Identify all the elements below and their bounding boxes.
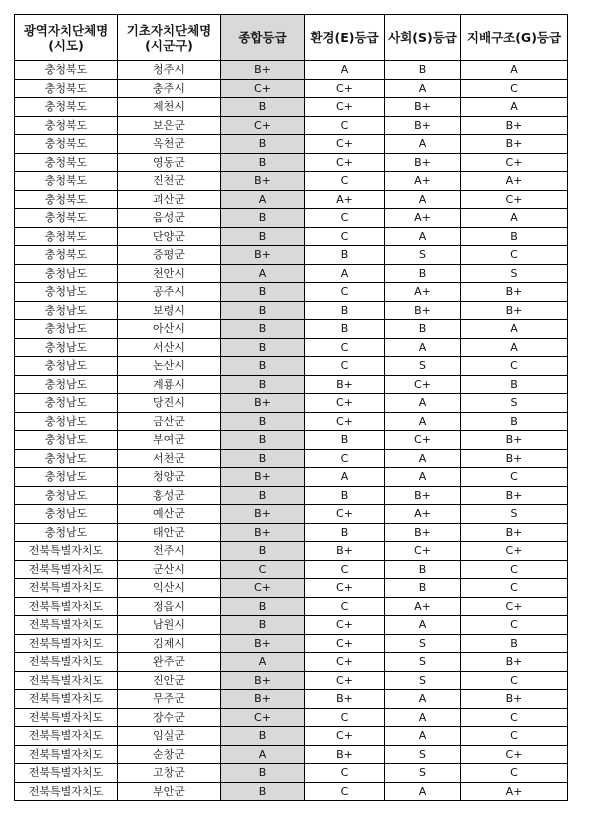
province-cell: 충청남도 <box>15 505 118 524</box>
environment-grade-cell: C <box>305 560 385 579</box>
municipality-cell: 순창군 <box>118 745 221 764</box>
overall-grade-cell: C+ <box>221 116 305 135</box>
overall-grade-cell: B <box>221 542 305 561</box>
table-row <box>15 486 568 505</box>
environment-grade-cell: C+ <box>305 412 385 431</box>
governance-grade-cell: C <box>461 671 568 690</box>
municipality-cell: 임실군 <box>118 727 221 746</box>
municipality-cell: 옥천군 <box>118 135 221 154</box>
province-cell: 충청북도 <box>15 209 118 228</box>
province-cell: 전북특별자치도 <box>15 745 118 764</box>
municipality-cell: 아산시 <box>118 320 221 339</box>
overall-grade-cell: B+ <box>221 671 305 690</box>
social-grade-cell: B <box>385 320 461 339</box>
governance-grade-cell: B+ <box>461 653 568 672</box>
environment-grade-cell: B+ <box>305 745 385 764</box>
province-cell: 충청남도 <box>15 283 118 302</box>
municipality-cell: 계룡시 <box>118 375 221 394</box>
social-grade-cell: S <box>385 357 461 376</box>
municipality-cell: 무주군 <box>118 690 221 709</box>
table-row <box>15 727 568 746</box>
environment-grade-cell: B <box>305 431 385 450</box>
province-cell: 전북특별자치도 <box>15 782 118 801</box>
overall-grade-cell: B <box>221 449 305 468</box>
province-cell: 충청남도 <box>15 375 118 394</box>
environment-grade-cell: C+ <box>305 394 385 413</box>
environment-grade-cell: C <box>305 209 385 228</box>
municipality-cell: 진안군 <box>118 671 221 690</box>
environment-grade-cell: C+ <box>305 135 385 154</box>
table-row <box>15 671 568 690</box>
province-cell: 충청남도 <box>15 357 118 376</box>
social-grade-cell: S <box>385 246 461 265</box>
table-row <box>15 190 568 209</box>
overall-grade-cell: B <box>221 782 305 801</box>
province-cell: 충청남도 <box>15 486 118 505</box>
environment-grade-cell: B <box>305 523 385 542</box>
overall-grade-cell: B <box>221 301 305 320</box>
province-cell: 충청남도 <box>15 301 118 320</box>
governance-grade-cell: B <box>461 375 568 394</box>
environment-grade-cell: C+ <box>305 98 385 117</box>
table-row <box>15 431 568 450</box>
social-grade-cell: A <box>385 190 461 209</box>
environment-grade-cell: C+ <box>305 616 385 635</box>
overall-grade-cell: B <box>221 431 305 450</box>
overall-grade-cell: B <box>221 616 305 635</box>
municipality-cell: 부여군 <box>118 431 221 450</box>
environment-grade-cell: C+ <box>305 505 385 524</box>
social-grade-cell: B+ <box>385 486 461 505</box>
social-grade-cell: B <box>385 264 461 283</box>
province-cell: 충청남도 <box>15 394 118 413</box>
governance-grade-cell: S <box>461 264 568 283</box>
overall-grade-cell: B+ <box>221 246 305 265</box>
province-cell: 충청북도 <box>15 116 118 135</box>
overall-grade-cell: B <box>221 153 305 172</box>
overall-grade-cell: B <box>221 486 305 505</box>
table-row <box>15 338 568 357</box>
governance-grade-cell: B+ <box>461 135 568 154</box>
grades-table-container <box>14 14 568 801</box>
environment-grade-cell: B <box>305 486 385 505</box>
province-cell: 충청남도 <box>15 320 118 339</box>
overall-grade-cell: B+ <box>221 394 305 413</box>
table-body <box>15 61 568 801</box>
province-cell: 전북특별자치도 <box>15 597 118 616</box>
social-grade-cell: A <box>385 782 461 801</box>
governance-grade-cell: C+ <box>461 745 568 764</box>
municipality-cell: 당진시 <box>118 394 221 413</box>
social-grade-cell: C+ <box>385 431 461 450</box>
province-cell: 충청남도 <box>15 523 118 542</box>
province-cell: 전북특별자치도 <box>15 727 118 746</box>
environment-grade-cell: A <box>305 61 385 80</box>
province-cell: 전북특별자치도 <box>15 634 118 653</box>
header-environment-grade: 환경(E)등급 <box>305 15 385 61</box>
municipality-cell: 제천시 <box>118 98 221 117</box>
municipality-cell: 충주시 <box>118 79 221 98</box>
header-municipality <box>118 15 221 61</box>
social-grade-cell: A <box>385 135 461 154</box>
table-row <box>15 246 568 265</box>
social-grade-cell: A <box>385 616 461 635</box>
municipality-cell: 익산시 <box>118 579 221 598</box>
table-row <box>15 468 568 487</box>
header-social-grade: 사회(S)등급 <box>385 15 461 61</box>
social-grade-cell: B+ <box>385 153 461 172</box>
governance-grade-cell: B+ <box>461 301 568 320</box>
environment-grade-cell: C <box>305 708 385 727</box>
governance-grade-cell: A <box>461 61 568 80</box>
social-grade-cell: A+ <box>385 597 461 616</box>
table-row <box>15 690 568 709</box>
social-grade-cell: C+ <box>385 375 461 394</box>
municipality-cell: 증평군 <box>118 246 221 265</box>
environment-grade-cell: C+ <box>305 579 385 598</box>
esg-grades-table <box>14 14 568 801</box>
overall-grade-cell: A <box>221 190 305 209</box>
governance-grade-cell: B+ <box>461 431 568 450</box>
overall-grade-cell: A <box>221 745 305 764</box>
environment-grade-cell: A <box>305 468 385 487</box>
municipality-cell: 서산시 <box>118 338 221 357</box>
province-cell: 충청북도 <box>15 227 118 246</box>
overall-grade-cell: B+ <box>221 523 305 542</box>
environment-grade-cell: C <box>305 227 385 246</box>
overall-grade-cell: B <box>221 209 305 228</box>
table-row <box>15 782 568 801</box>
overall-grade-cell: B <box>221 98 305 117</box>
province-cell: 전북특별자치도 <box>15 653 118 672</box>
environment-grade-cell: B+ <box>305 690 385 709</box>
environment-grade-cell: C <box>305 764 385 783</box>
table-row <box>15 745 568 764</box>
environment-grade-cell: C <box>305 283 385 302</box>
province-cell: 충청북도 <box>15 61 118 80</box>
governance-grade-cell: B+ <box>461 690 568 709</box>
environment-grade-cell: B <box>305 320 385 339</box>
header-municipality-line1: 기초자치단체명 <box>126 22 212 38</box>
environment-grade-cell: C <box>305 172 385 191</box>
environment-grade-cell: B+ <box>305 375 385 394</box>
governance-grade-cell: B+ <box>461 523 568 542</box>
social-grade-cell: A <box>385 727 461 746</box>
province-cell: 전북특별자치도 <box>15 671 118 690</box>
table-row <box>15 449 568 468</box>
social-grade-cell: A <box>385 449 461 468</box>
municipality-cell: 영동군 <box>118 153 221 172</box>
province-cell: 전북특별자치도 <box>15 616 118 635</box>
province-cell: 충청남도 <box>15 431 118 450</box>
overall-grade-cell: B <box>221 227 305 246</box>
social-grade-cell: B+ <box>385 98 461 117</box>
governance-grade-cell: C+ <box>461 597 568 616</box>
social-grade-cell: A <box>385 338 461 357</box>
overall-grade-cell: B <box>221 135 305 154</box>
governance-grade-cell: C <box>461 727 568 746</box>
environment-grade-cell: C <box>305 597 385 616</box>
table-row <box>15 542 568 561</box>
table-row <box>15 172 568 191</box>
social-grade-cell: B <box>385 579 461 598</box>
social-grade-cell: A+ <box>385 209 461 228</box>
province-cell: 전북특별자치도 <box>15 542 118 561</box>
table-row <box>15 375 568 394</box>
social-grade-cell: A <box>385 79 461 98</box>
governance-grade-cell: B+ <box>461 283 568 302</box>
municipality-cell: 논산시 <box>118 357 221 376</box>
header-governance-grade: 지배구조(G)등급 <box>461 15 568 61</box>
province-cell: 충청북도 <box>15 98 118 117</box>
social-grade-cell: B+ <box>385 116 461 135</box>
province-cell: 충청북도 <box>15 190 118 209</box>
environment-grade-cell: C <box>305 782 385 801</box>
social-grade-cell: A <box>385 468 461 487</box>
table-row <box>15 597 568 616</box>
social-grade-cell: B <box>385 61 461 80</box>
governance-grade-cell: B+ <box>461 116 568 135</box>
municipality-cell: 보령시 <box>118 301 221 320</box>
social-grade-cell: B+ <box>385 301 461 320</box>
overall-grade-cell: B <box>221 320 305 339</box>
province-cell: 충청북도 <box>15 79 118 98</box>
environment-grade-cell: C <box>305 116 385 135</box>
table-row <box>15 61 568 80</box>
overall-grade-cell: B <box>221 597 305 616</box>
table-row <box>15 764 568 783</box>
social-grade-cell: S <box>385 764 461 783</box>
social-grade-cell: S <box>385 671 461 690</box>
header-province <box>15 15 118 61</box>
governance-grade-cell: C+ <box>461 190 568 209</box>
table-row <box>15 634 568 653</box>
table-row <box>15 116 568 135</box>
municipality-cell: 음성군 <box>118 209 221 228</box>
social-grade-cell: C+ <box>385 542 461 561</box>
table-row <box>15 79 568 98</box>
governance-grade-cell: A <box>461 98 568 117</box>
table-row <box>15 708 568 727</box>
social-grade-cell: A+ <box>385 505 461 524</box>
municipality-cell: 예산군 <box>118 505 221 524</box>
environment-grade-cell: C+ <box>305 671 385 690</box>
municipality-cell: 천안시 <box>118 264 221 283</box>
province-cell: 전북특별자치도 <box>15 708 118 727</box>
social-grade-cell: A+ <box>385 172 461 191</box>
environment-grade-cell: C <box>305 357 385 376</box>
overall-grade-cell: C+ <box>221 579 305 598</box>
province-cell: 충청남도 <box>15 264 118 283</box>
province-cell: 충청남도 <box>15 449 118 468</box>
social-grade-cell: B+ <box>385 523 461 542</box>
municipality-cell: 청양군 <box>118 468 221 487</box>
municipality-cell: 부안군 <box>118 782 221 801</box>
municipality-cell: 청주시 <box>118 61 221 80</box>
governance-grade-cell: C <box>461 468 568 487</box>
table-row <box>15 653 568 672</box>
municipality-cell: 정읍시 <box>118 597 221 616</box>
overall-grade-cell: C+ <box>221 79 305 98</box>
governance-grade-cell: C <box>461 79 568 98</box>
table-row <box>15 283 568 302</box>
governance-grade-cell: C <box>461 764 568 783</box>
overall-grade-cell: B <box>221 727 305 746</box>
environment-grade-cell: C+ <box>305 653 385 672</box>
environment-grade-cell: C <box>305 449 385 468</box>
overall-grade-cell: B <box>221 375 305 394</box>
overall-grade-cell: B+ <box>221 468 305 487</box>
table-row <box>15 394 568 413</box>
governance-grade-cell: C <box>461 246 568 265</box>
municipality-cell: 김제시 <box>118 634 221 653</box>
governance-grade-cell: C <box>461 708 568 727</box>
header-province-line1: 광역자치단체명 <box>23 22 109 38</box>
header-row <box>15 15 568 61</box>
governance-grade-cell: S <box>461 505 568 524</box>
overall-grade-cell: B <box>221 338 305 357</box>
table-row <box>15 505 568 524</box>
table-row <box>15 579 568 598</box>
municipality-cell: 장수군 <box>118 708 221 727</box>
province-cell: 충청북도 <box>15 135 118 154</box>
social-grade-cell: A+ <box>385 283 461 302</box>
table-row <box>15 320 568 339</box>
governance-grade-cell: A <box>461 320 568 339</box>
overall-grade-cell: C+ <box>221 708 305 727</box>
table-row <box>15 209 568 228</box>
governance-grade-cell: A <box>461 209 568 228</box>
province-cell: 충청북도 <box>15 172 118 191</box>
municipality-cell: 태안군 <box>118 523 221 542</box>
environment-grade-cell: C <box>305 338 385 357</box>
social-grade-cell: A <box>385 227 461 246</box>
governance-grade-cell: C <box>461 560 568 579</box>
governance-grade-cell: C <box>461 579 568 598</box>
overall-grade-cell: A <box>221 653 305 672</box>
municipality-cell: 고창군 <box>118 764 221 783</box>
governance-grade-cell: S <box>461 394 568 413</box>
social-grade-cell: B <box>385 560 461 579</box>
municipality-cell: 서천군 <box>118 449 221 468</box>
governance-grade-cell: B <box>461 227 568 246</box>
social-grade-cell: A <box>385 412 461 431</box>
social-grade-cell: S <box>385 634 461 653</box>
header-province-line2: (시도) <box>48 37 84 53</box>
governance-grade-cell: A <box>461 338 568 357</box>
overall-grade-cell: C <box>221 560 305 579</box>
table-row <box>15 523 568 542</box>
overall-grade-cell: B <box>221 412 305 431</box>
social-grade-cell: A <box>385 708 461 727</box>
table-row <box>15 301 568 320</box>
municipality-cell: 남원시 <box>118 616 221 635</box>
table-row <box>15 412 568 431</box>
governance-grade-cell: B+ <box>461 449 568 468</box>
environment-grade-cell: B <box>305 301 385 320</box>
province-cell: 충청남도 <box>15 412 118 431</box>
environment-grade-cell: C+ <box>305 153 385 172</box>
environment-grade-cell: B <box>305 246 385 265</box>
overall-grade-cell: B <box>221 283 305 302</box>
province-cell: 전북특별자치도 <box>15 764 118 783</box>
overall-grade-cell: B+ <box>221 61 305 80</box>
municipality-cell: 보은군 <box>118 116 221 135</box>
municipality-cell: 완주군 <box>118 653 221 672</box>
table-row <box>15 227 568 246</box>
table-row <box>15 153 568 172</box>
environment-grade-cell: C+ <box>305 79 385 98</box>
province-cell: 충청북도 <box>15 153 118 172</box>
province-cell: 전북특별자치도 <box>15 579 118 598</box>
governance-grade-cell: C <box>461 357 568 376</box>
overall-grade-cell: B+ <box>221 690 305 709</box>
municipality-cell: 공주시 <box>118 283 221 302</box>
environment-grade-cell: C+ <box>305 634 385 653</box>
governance-grade-cell: B <box>461 634 568 653</box>
province-cell: 충청남도 <box>15 338 118 357</box>
governance-grade-cell: C+ <box>461 153 568 172</box>
governance-grade-cell: A+ <box>461 782 568 801</box>
table-header <box>15 15 568 61</box>
overall-grade-cell: A <box>221 264 305 283</box>
overall-grade-cell: B <box>221 357 305 376</box>
social-grade-cell: S <box>385 745 461 764</box>
municipality-cell: 괴산군 <box>118 190 221 209</box>
province-cell: 전북특별자치도 <box>15 690 118 709</box>
province-cell: 충청남도 <box>15 468 118 487</box>
environment-grade-cell: B+ <box>305 542 385 561</box>
overall-grade-cell: B+ <box>221 505 305 524</box>
environment-grade-cell: A+ <box>305 190 385 209</box>
table-row <box>15 264 568 283</box>
municipality-cell: 군산시 <box>118 560 221 579</box>
table-row <box>15 560 568 579</box>
municipality-cell: 홍성군 <box>118 486 221 505</box>
municipality-cell: 진천군 <box>118 172 221 191</box>
environment-grade-cell: C+ <box>305 727 385 746</box>
overall-grade-cell: B+ <box>221 634 305 653</box>
municipality-cell: 전주시 <box>118 542 221 561</box>
municipality-cell: 금산군 <box>118 412 221 431</box>
governance-grade-cell: A+ <box>461 172 568 191</box>
social-grade-cell: A <box>385 690 461 709</box>
overall-grade-cell: B <box>221 764 305 783</box>
municipality-cell: 단양군 <box>118 227 221 246</box>
header-overall-grade: 종합등급 <box>221 15 305 61</box>
table-row <box>15 616 568 635</box>
province-cell: 전북특별자치도 <box>15 560 118 579</box>
governance-grade-cell: B+ <box>461 486 568 505</box>
social-grade-cell: A <box>385 394 461 413</box>
table-row <box>15 135 568 154</box>
header-municipality-line2: (시군구) <box>145 37 193 53</box>
governance-grade-cell: B <box>461 412 568 431</box>
province-cell: 충청북도 <box>15 246 118 265</box>
social-grade-cell: S <box>385 653 461 672</box>
overall-grade-cell: B+ <box>221 172 305 191</box>
governance-grade-cell: C <box>461 616 568 635</box>
table-row <box>15 357 568 376</box>
environment-grade-cell: A <box>305 264 385 283</box>
governance-grade-cell: C+ <box>461 542 568 561</box>
table-row <box>15 98 568 117</box>
